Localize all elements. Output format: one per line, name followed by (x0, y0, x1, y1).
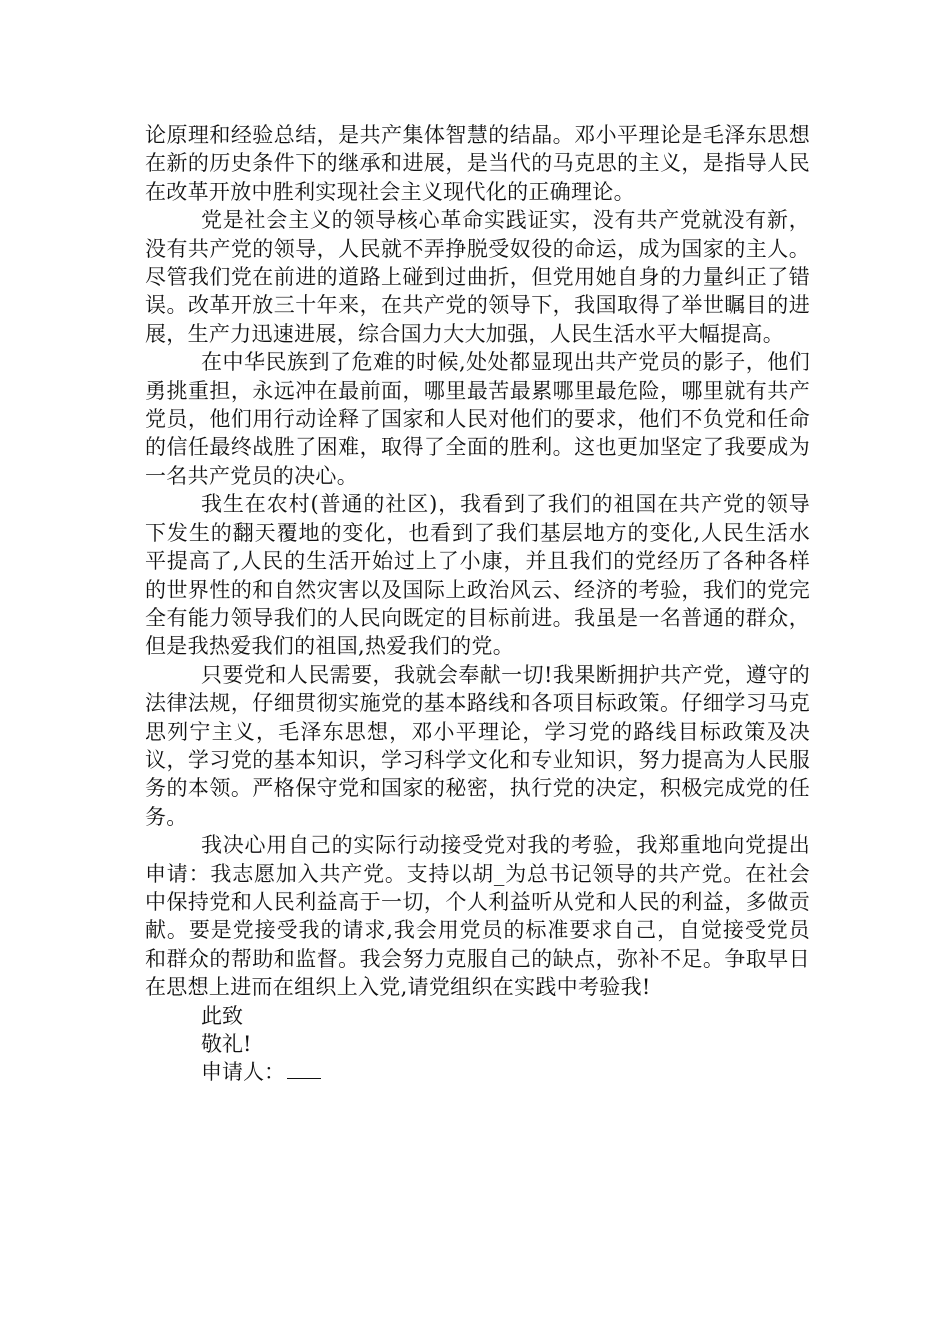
paragraph-3: 在中华民族到了危难的时候,处处都显现出共产党员的影子，他们勇挑重担，永远冲在最前面，哪里最苦最累哪里最危险，哪里就有共产党员，他们用行动诠释了国家和人民对他们的要求，他们不负党和任命的信任最终战胜了困难，取得了全面的胜利。这也更加坚定了我要成为一名共产党员的决心。 (145, 350, 810, 488)
regards-line: 敬礼! (201, 1032, 252, 1056)
document-page (145, 121, 810, 1087)
paragraph-2: 党是社会主义的领导核心革命实践证实，没有共产党就没有新，没有共产党的领导，人民就不弄挣脱受奴役的命运，成为国家的主人。尽管我们党在前进的道路上碰到过曲折，但党用她自身的力量纠正了错误。改革开放三十年来，在共产党的领导下，我国取得了举世瞩目的进展，生产力迅速进展，综合国力大大加强，人民生活水平大幅提高。 (145, 208, 810, 346)
signature-label: 申请人： (201, 1060, 285, 1085)
signature-blank (287, 1058, 321, 1079)
paragraph-5: 只要党和人民需要，我就会奉献一切!我果断拥护共产党，遵守的法律法规，仔细贯彻实施党的基本路线和各项目标政策。仔细学习马克思列宁主义，毛泽东思想，邓小平理论，学习党的路线目标政策及决议，学习党的基本知识，学习科学文化和专业知识，努力提高为人民服务的本领。严格保守党和国家的秘密，执行党的决定，积极完成党的任务。 (145, 662, 810, 829)
salutation-line: 此致 (201, 1003, 243, 1028)
closing-block (145, 1002, 810, 1087)
paragraph-6: 我决心用自己的实际行动接受党对我的考验，我郑重地向党提出申请：我志愿加入共产党。支持以胡_为总书记领导的共产党。在社会中保持党和人民利益高于一切，个人利益听从党和人民的利益，多做贡献。要是党接受我的请求,我会用党员的标准要求自己，自觉接受党员和群众的帮助和监督。我会努力克服自己的缺点，弥补不足。争取早日在思想上进而在组织上入党,请党组织在实践中考验我! (145, 833, 810, 1000)
paragraph-1: 论原理和经验总结，是共产集体智慧的结晶。邓小平理论是毛泽东思想在新的历史条件下的继承和进展，是当代的马克思的主义，是指导人民在改革开放中胜利实现社会主义现代化的正确理论。 (145, 123, 810, 204)
paragraph-4: 我生在农村(普通的社区)，我看到了我们的祖国在共产党的领导下发生的翻天覆地的变化，也看到了我们基层地方的变化,人民生活水平提高了,人民的生活开始过上了小康，并且我们的党经历了各种各样的世界性的和自然灾害以及国际上政治风云、经济的考验，我们的党完全有能力领导我们的人民向既定的目标前进。我虽是一名普通的群众，但是我热爱我们的祖国,热爱我们的党。 (145, 492, 810, 659)
signature-line (201, 1058, 810, 1086)
